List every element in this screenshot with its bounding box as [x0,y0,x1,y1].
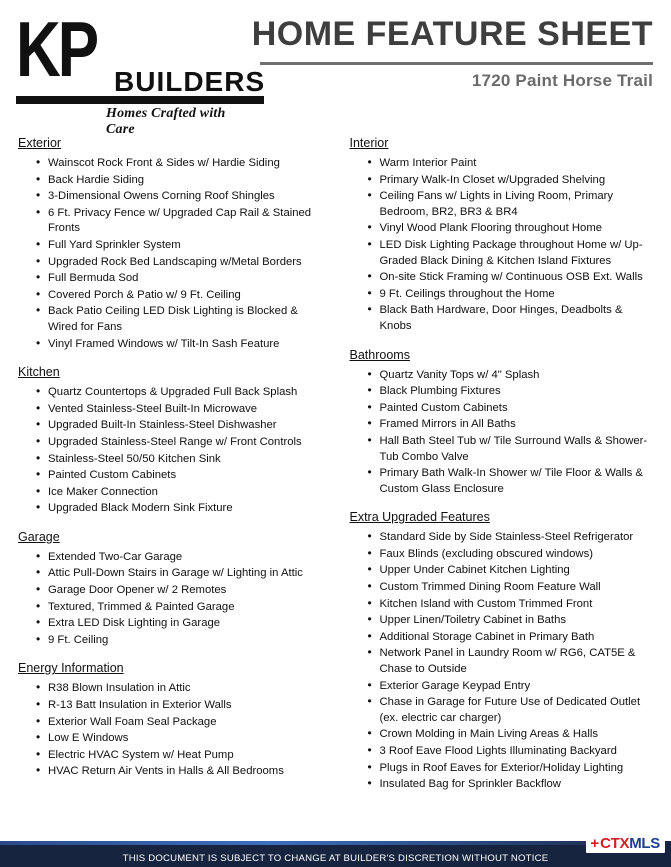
list-item: • Exterior Garage Keypad Entry [368,679,658,695]
exterior-list [18,156,322,352]
section-title-garage: Garage [18,529,60,544]
list-item: • HVAC Return Air Vents in Halls & All Bedrooms [36,764,322,780]
section-title-kitchen: Kitchen [18,365,60,380]
list-item: • Vinyl Framed Windows w/ Tilt-In Sash Feature [36,337,322,353]
list-item: • Primary Bath Walk-In Shower w/ Tile Floor & Walls & Custom Glass Enclosure [368,466,658,497]
section-title-extra: Extra Upgraded Features [349,510,490,525]
list-item: • Full Yard Sprinkler System [36,238,322,254]
energy-list [18,681,322,780]
interior-list [350,156,658,335]
list-item: • Back Hardie Siding [36,173,322,189]
list-item: • Painted Custom Cabinets [368,401,658,417]
logo-tagline: Homes Crafted with Care [106,106,226,137]
list-item: • Exterior Wall Foam Seal Package [36,715,322,731]
logo-initials: KP [16,7,97,94]
list-item: • Wainscot Rock Front & Sides w/ Hardie Siding [36,156,322,172]
list-item: • LED Disk Lighting Package throughout Home w/ Up-Graded Black Dining & Kitchen Island Fixtures [368,238,658,269]
right-column [338,136,658,806]
list-item: • Chase in Garage for Future Use of Dedicated Outlet (ex. electric car charger) [368,695,658,726]
list-item: • Electric HVAC System w/ Heat Pump [36,748,322,764]
list-item: • Kitchen Island with Custom Trimmed Front [368,597,658,613]
list-item: • Warm Interior Paint [368,156,658,172]
section-bathrooms [350,348,658,498]
left-column [18,136,338,806]
list-item: • On-site Stick Framing w/ Continuous OSB Ext. Walls [368,270,658,286]
list-item: • Back Patio Ceiling LED Disk Lighting is Blocked & Wired for Fans [36,304,322,335]
list-item: • Additional Storage Cabinet in Primary Bath [368,630,658,646]
list-item: • 9 Ft. Ceiling [36,633,322,649]
section-title-energy: Energy Information [18,661,124,676]
list-item: • Quartz Countertops & Upgraded Full Back Splash [36,385,322,401]
list-item: • Standard Side by Side Stainless-Steel Refrigerator [368,530,658,546]
list-item: • 6 Ft. Privacy Fence w/ Upgraded Cap Rail & Stained Fronts [36,206,322,237]
title-block [252,8,657,91]
list-item: • Stainless-Steel 50/50 Kitchen Sink [36,452,322,468]
list-item: • Upgraded Stainless-Steel Range w/ Front Controls [36,435,322,451]
list-item: • Low E Windows [36,731,322,747]
list-item: • Full Bermuda Sod [36,271,322,287]
ctxmls-mls-text: MLS [629,835,660,852]
list-item: • Textured, Trimmed & Painted Garage [36,600,322,616]
document-header [0,0,671,137]
section-kitchen [18,365,322,517]
kitchen-list [18,385,322,517]
list-item: • Attic Pull-Down Stairs in Garage w/ Lighting in Attic [36,566,322,582]
list-item: • Upgraded Built-In Stainless-Steel Dishwasher [36,418,322,434]
list-item: • Black Plumbing Fixtures [368,384,658,400]
title-divider [260,62,653,65]
document-footer [0,831,671,867]
section-interior [350,136,658,335]
page-title: HOME FEATURE SHEET [251,15,653,53]
list-item: • Ceiling Fans w/ Lights in Living Room, Primary Bedroom, BR2, BR3 & BR4 [368,189,658,220]
section-title-bathrooms: Bathrooms [349,347,410,362]
garage-list [18,550,322,649]
list-item: • Covered Porch & Patio w/ 9 Ft. Ceiling [36,288,322,304]
list-item: • 3-Dimensional Owens Corning Roof Shingles [36,189,322,205]
extra-features-list [350,530,658,793]
list-item: • Upgraded Rock Bed Landscaping w/Metal Borders [36,255,322,271]
property-address: 1720 Paint Horse Trail [471,71,653,90]
section-title-exterior: Exterior [18,136,62,150]
list-item: • Crown Molding in Main Living Areas & Halls [368,727,658,743]
list-item: • Garage Door Opener w/ 2 Remotes [36,583,322,599]
list-item: • Vented Stainless-Steel Built-In Microwave [36,402,322,418]
builder-logo [10,7,266,137]
list-item: • 3 Roof Eave Flood Lights Illuminating Backyard [368,744,658,760]
list-item: • Hall Bath Steel Tub w/ Tile Surround Walls & Shower-Tub Combo Valve [368,434,658,465]
list-item: • Quartz Vanity Tops w/ 4" Splash [368,368,658,384]
list-item: • R38 Blown Insulation in Attic [36,681,322,697]
list-item: • Primary Walk-In Closet w/Upgraded Shelving [368,173,658,189]
bathrooms-list [350,368,658,498]
content-columns [0,122,671,806]
list-item: • Vinyl Wood Plank Flooring throughout Home [368,221,658,237]
list-item: • Extended Two-Car Garage [36,550,322,566]
list-item: • 9 Ft. Ceilings throughout the Home [368,287,658,303]
list-item: • Ice Maker Connection [36,485,322,501]
ctxmls-ctx-text: CTX [600,835,630,852]
section-garage [18,530,322,649]
section-exterior [18,136,322,352]
footer-disclaimer: THIS DOCUMENT IS SUBJECT TO CHANGE AT BUILDER'S DISCRETION WITHOUT NOTICE [122,853,549,864]
list-item: • Plugs in Roof Eaves for Exterior/Holiday Lighting [368,761,658,777]
list-item: • Network Panel in Laundry Room w/ RG6, CAT5E & Chase to Outside [368,646,658,677]
plus-icon: + [590,835,600,852]
list-item: • Extra LED Disk Lighting in Garage [36,616,322,632]
section-extra-upgraded-features [350,510,658,793]
list-item: • Custom Trimmed Dining Room Feature Wall [368,580,658,596]
list-item: • Framed Mirrors in All Baths [368,417,658,433]
section-title-interior: Interior [349,136,389,150]
list-item: • Upper Under Cabinet Kitchen Lighting [368,563,658,579]
list-item: • Faux Blinds (excluding obscured windows) [368,547,658,563]
list-item: • Insulated Bag for Sprinkler Backflow [368,777,658,793]
list-item: • Upper Linen/Toiletry Cabinet in Baths [368,613,658,629]
list-item: • Black Bath Hardware, Door Hinges, Deadbolts & Knobs [368,303,658,334]
logo-builders-word: BUILDERS [114,66,266,97]
list-item: • Painted Custom Cabinets [36,468,322,484]
list-item: • Upgraded Black Modern Sink Fixture [36,501,322,517]
ctxmls-logo [586,834,665,853]
list-item: • R-13 Batt Insulation in Exterior Walls [36,698,322,714]
section-energy-information [18,661,322,780]
